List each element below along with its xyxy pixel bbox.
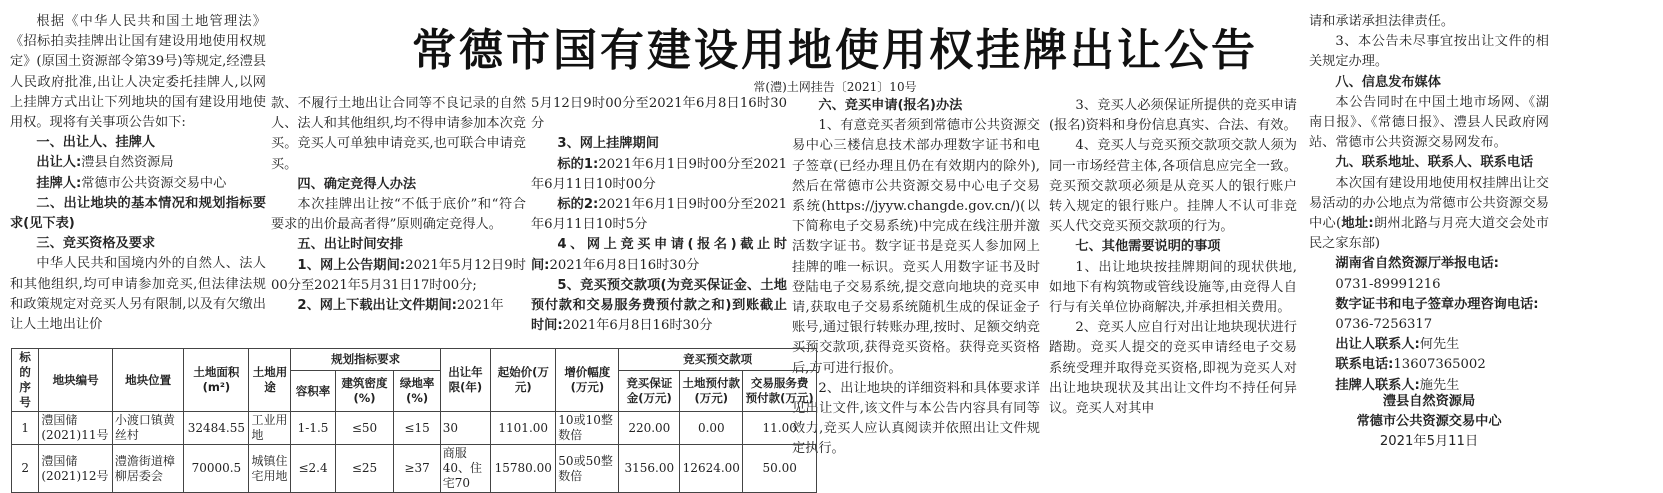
text-column-3: [531, 94, 787, 346]
section-heading: 四、确定竞得人办法: [297, 176, 417, 192]
paragraph: 款、不履行土地出让合同等不良记录的自然人、法人和其他组织,均不得申请参加本次竞买。竞买人可单独申请竞买,也可联合申请竞买。: [271, 96, 526, 172]
cell-code: 澧国储(2021)12号: [39, 445, 113, 493]
table-row: [12, 445, 817, 493]
cell-fee: 50.00: [743, 445, 817, 493]
paragraph: [531, 195, 787, 235]
cell-seq: 2: [12, 445, 39, 493]
parcel-table: [11, 348, 817, 493]
section-heading: 湖南省自然资源厅举报电话:: [1335, 256, 1499, 272]
text: 朗州北路与月亮大道交会处市民之家东部): [1309, 216, 1549, 252]
announcement-title: 常德市国有建设用地使用权挂牌出让公告: [412, 25, 1258, 76]
paragraph: [10, 153, 266, 173]
label: 地址:: [1341, 216, 1374, 232]
paragraph: 1、出让地块按挂牌期间的现状供地,如地下有构筑物或管线设施等,由竞得人自行与有关单位协商解决,并承担相关费用。: [1049, 259, 1297, 316]
label: 标的1:: [557, 156, 599, 172]
value: 常德市公共资源交易中心: [81, 175, 227, 191]
section-heading: 七、其他需要说明的事项: [1075, 239, 1221, 255]
paragraph: 2、出让地块的详细资料和具体要求详见出让文件,该文件与本公告内容具有同等效力,竞买人应认真阅读并依照出让文件规定执行。: [792, 380, 1040, 457]
cell-green: ≥37: [394, 445, 440, 493]
paragraph: 5月12日9时00分至2021年6月8日16时30分: [531, 96, 787, 132]
cell-far: ≤2.4: [291, 445, 335, 493]
cell-area: 32484.55: [184, 412, 249, 445]
paragraph: [531, 155, 787, 195]
label: 出让人:: [36, 155, 82, 171]
col-header-density: 建筑密度(%): [335, 371, 394, 412]
cell-increment: 50或50整数倍: [556, 445, 619, 493]
col-header-deposit-group: 竞买预交款项: [619, 349, 817, 371]
cell-location: 澧澹街道樟柳居委会: [112, 445, 183, 493]
label: 挂牌人联系人:: [1335, 377, 1420, 392]
cell-location: 小渡口镇黄丝村: [112, 412, 183, 445]
announcement-number: 常(澧)土网挂告〔2021〕10号: [753, 80, 917, 94]
label: 出让人联系人:: [1335, 337, 1420, 353]
text-column-1: [10, 12, 266, 346]
paragraph: 3、本公告未尽事宜按出让文件的相关规定办理。: [1309, 34, 1549, 70]
cell-far: 1-1.5: [291, 412, 335, 445]
cell-density: ≤25: [335, 445, 394, 493]
col-header-green: 绿地率(%): [394, 371, 440, 412]
value: 施先生: [1419, 377, 1460, 392]
section-heading: 一、出让人、挂牌人: [36, 135, 156, 151]
paragraph: 根据《中华人民共和国土地管理法》《招标拍卖挂牌出让国有建设用地使用权规定》(原国土资源部令第39号)等规定,经澧县人民政府批准,出让人决定委托挂牌人,以网上挂牌方式出让下列地块的国有建设用地使用权。现将有关事项公告如下:: [10, 14, 266, 131]
col-header-start-price: 起始价(万元): [491, 349, 556, 412]
paragraph: [1309, 174, 1549, 255]
cell-deposit: 3156.00: [619, 445, 680, 493]
section-heading: 八、信息发布媒体: [1335, 74, 1441, 90]
label: 5、竞买预交款项(为竞买保证金、土地预付款和交易服务费预付款之和)到账截止时间:: [531, 277, 787, 334]
value: 澧县自然资源局: [81, 155, 174, 171]
table-row: [12, 412, 817, 445]
cell-deposit: 220.00: [619, 412, 680, 445]
signature-block: [1309, 392, 1549, 476]
signature-org-1: 澧县自然资源局: [1382, 394, 1476, 409]
section-heading: 九、联系地址、联系人、联系电话: [1335, 155, 1534, 171]
paragraph: 请和承诺承担法律责任。: [1309, 14, 1455, 29]
cell-term: 30: [440, 412, 490, 445]
paragraph: [271, 296, 526, 316]
paragraph: 2、竞买人应自行对出让地块现状进行踏勘。竞买人提交的竞买申请经电子交易系统受理并取得竞买资格,即视为竞买人对出让地块现状及其出让文件均不持任何异议。竞买人对其申: [1049, 320, 1297, 417]
paragraph: 本次挂牌出让按“不低于底价”和“符合要求的出价最高者得”原则确定竞得人。: [271, 197, 526, 233]
cell-use: 工业用地: [249, 412, 291, 445]
col-header-use: 土地用途: [249, 349, 291, 412]
text-column-5: [1049, 96, 1297, 476]
text-column-4: [792, 96, 1040, 476]
col-header-fee: 交易服务费预付款(万元): [743, 371, 817, 412]
paragraph: 中华人民共和国境内外的自然人、法人和其他组织,均可申请参加竞买,但法律法规和政策规定对竞买人另有限制,以及有欠缴出让人土地出让价: [10, 256, 266, 333]
col-header-increment: 增价幅度(万元): [556, 349, 619, 412]
cell-start-price: 15780.00: [491, 445, 556, 493]
paragraph: 3、竞买人必须保证所提供的竞买申请(报名)资料和身份信息真实、合法、有效。: [1049, 98, 1297, 134]
section-heading: 三、竞买资格及要求: [36, 236, 156, 252]
paragraph: [1309, 376, 1549, 392]
text: 本次国有建设用地使用权挂牌出让交易活动的办公地点为常德市公共资源交易中心(: [1309, 175, 1549, 232]
col-header-far: 容积率: [291, 371, 335, 412]
section-heading: 六、竞买申请(报名)办法: [818, 98, 963, 113]
cell-seq: 1: [12, 412, 39, 445]
paragraph: 本公告同时在中国土地市场网、《湖南日报》、《常德日报》、澧县人民政府网站、常德市公共资源交易网发布。: [1309, 94, 1549, 151]
label: 联系电话:: [1335, 357, 1394, 373]
signature-org-2: 常德市公共资源交易中心: [1356, 414, 1502, 430]
paragraph: 4、竞买人与竞买预交款项交款人须为同一市场经营主体,各项信息应完全一致。竞买预交款项必须是从竞买人的银行账户转入规定的银行账户。挂牌人不认可非竞买人代交竞买预交款项的行为。: [1049, 138, 1297, 235]
text-column-6: [1309, 12, 1549, 392]
cell-increment: 10或10整数倍: [556, 412, 619, 445]
col-header-code: 地块编号: [39, 349, 113, 412]
cell-area: 70000.5: [184, 445, 249, 493]
section-heading: 二、出让地块的基本情况和规划指标要求(见下表): [10, 195, 266, 232]
value: 2021年6月1日9时00分至2021年6月11日10时00分: [531, 156, 787, 192]
cell-start-price: 1101.00: [491, 412, 556, 445]
cell-green: ≤15: [394, 412, 440, 445]
label: 挂牌人:: [36, 175, 82, 191]
section-heading: 数字证书和电子签章办理咨询电话:: [1335, 296, 1539, 312]
value: 2021年5月12日9时00分至2021年5月31日17时00分;: [271, 257, 526, 293]
cell-density: ≤50: [335, 412, 394, 445]
label: 4、网上竞买申请(报名)截止时间:: [531, 237, 787, 273]
value: 13607365002: [1393, 357, 1486, 373]
col-header-prepay: 土地预付款(万元): [680, 371, 743, 412]
section-heading: 3、网上挂牌期间: [557, 136, 659, 152]
label: 1、网上公告期间:: [297, 257, 406, 273]
cell-fee: 11.00: [743, 412, 817, 445]
cell-prepay: 12624.00: [680, 445, 743, 493]
label: 标的2:: [557, 197, 599, 213]
col-header-area: 土地面积(m²): [184, 349, 249, 412]
col-header-plan-group: 规划指标要求: [291, 349, 440, 371]
cell-term: 商服40、住宅70: [440, 445, 490, 493]
col-header-deposit: 竞买保证金(万元): [619, 371, 680, 412]
value: 2021年6月8日16时30分: [562, 318, 713, 334]
signature-date: 2021年5月11日: [1379, 434, 1479, 450]
value: 何先生: [1419, 337, 1460, 353]
paragraph: [271, 256, 526, 296]
paragraph: [10, 174, 266, 194]
paragraph: [531, 235, 787, 275]
col-header-term: 出让年限(年): [440, 349, 490, 412]
paragraph: 1、有意竞买者须到常德市公共资源交易中心三楼信息技术部办理数字证书和电子签章(已经办理且仍在有效期内的除外),然后在常德市公共资源交易中心电子交易系统(https://jyyw.changde.gov.cn/)(以下简称电子交易系统)中完成在线注册并激活数字证书。数字证书是竞买人参加网上挂牌的唯一标识。竞买人用数字证书及时登陆电子交易系统,提交意向地块的竞买申请,获取电子交易系统随机生成的保证金子账号,通过银行转账办理,按时、足额交纳竞买预交款项,获得竞买资格。获得竞买资格后,方可进行报价。: [792, 118, 1040, 376]
cell-use: 城镇住宅用地: [249, 445, 291, 493]
value: 2021年6月1日9时00分至2021年6月11日10时5分: [531, 197, 787, 233]
cell-prepay: 0.00: [680, 412, 743, 445]
text-column-2: [271, 94, 526, 346]
value: 2021年: [456, 298, 504, 314]
col-header-seq: 标的序号: [12, 349, 39, 412]
paragraph: [531, 276, 787, 337]
col-header-location: 地块位置: [112, 349, 183, 412]
label: 2、网上下载出让文件期间:: [297, 298, 457, 314]
cell-code: 澧国储(2021)11号: [39, 412, 113, 445]
value: 2021年6月8日16时30分: [549, 257, 700, 273]
paragraph: [1309, 355, 1549, 375]
paragraph: 0736-7256317: [1335, 317, 1433, 333]
paragraph: 0731-89991216: [1335, 276, 1441, 292]
section-heading: 五、出让时间安排: [297, 237, 403, 253]
paragraph: [1309, 335, 1549, 355]
